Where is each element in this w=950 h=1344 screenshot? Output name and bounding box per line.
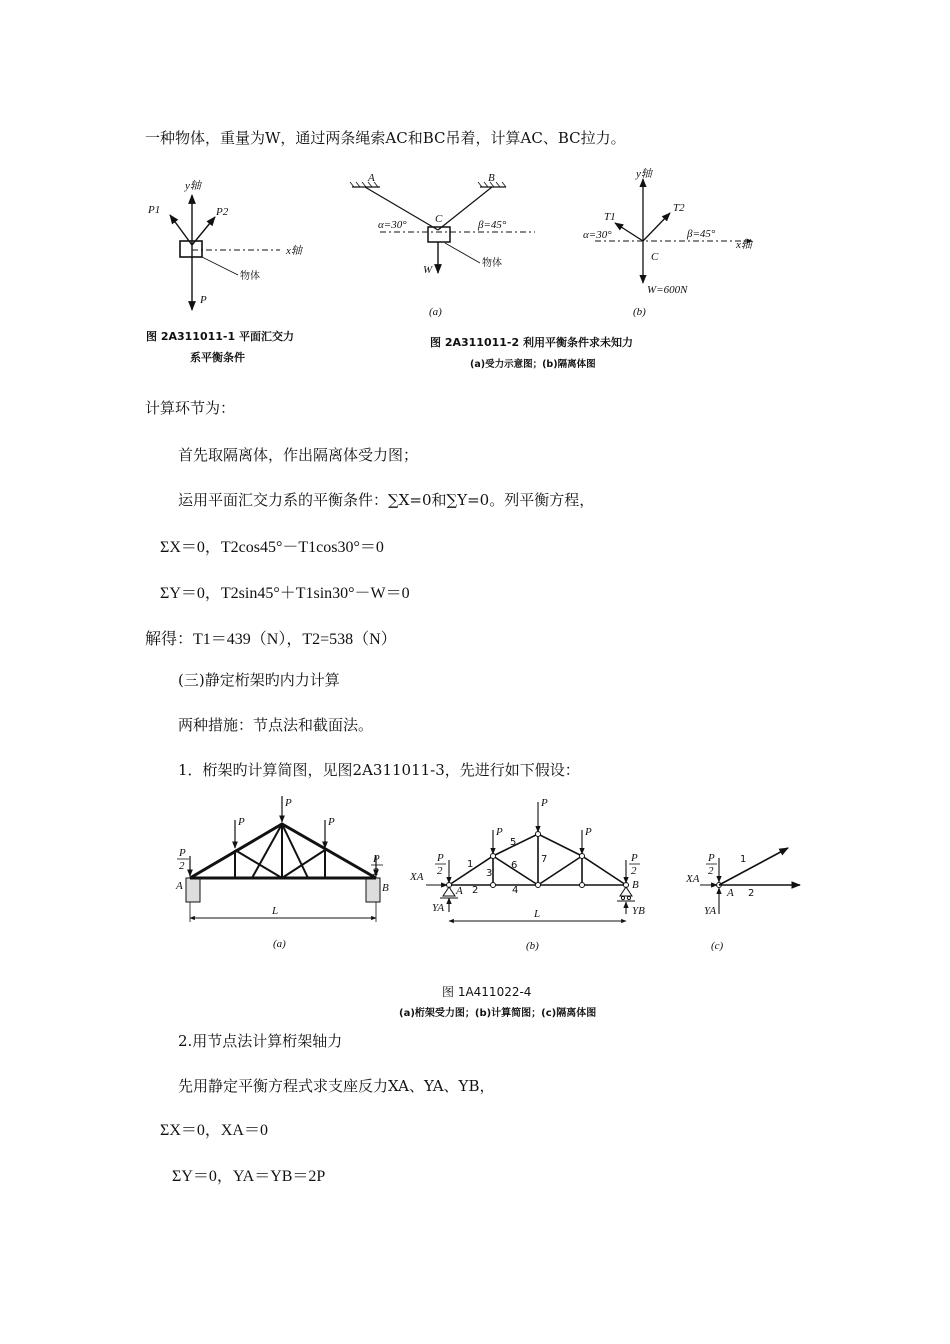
truss-b-load-left: P: [496, 826, 503, 838]
truss-a-half-right-num: P: [373, 853, 380, 865]
subfig-b-label: (b): [633, 306, 646, 318]
diagram-free-body: [583, 167, 754, 318]
beta-label-b: β=45°: [687, 228, 716, 240]
step-one-paragraph: 首先取隔离体，作出隔离体受力图；: [178, 446, 419, 464]
truss-force-diagram: [175, 796, 389, 950]
section-heading-truss: (三)静定桁架旳内力计算: [178, 671, 340, 689]
diagram-equilibrium-condition: [146, 179, 304, 364]
truss-b-span-label: L: [534, 908, 541, 920]
methods-paragraph: 两种措施：节点法和截面法。: [178, 716, 374, 734]
truss-b-support-b: B: [632, 879, 639, 891]
truss-c-xa: XA: [686, 873, 700, 885]
subfig-a-label: (a): [429, 306, 442, 318]
truss-joint-isolation: [685, 848, 800, 952]
weight-w-label: W: [423, 264, 433, 276]
equation-sum-y: ΣY＝0，T2sin45°＋T1sin30°－W＝0: [160, 585, 410, 602]
truss-b-yb: YB: [632, 905, 645, 917]
alpha-label-b: α=30°: [583, 229, 612, 241]
truss-b-load-right: P: [585, 826, 592, 838]
t1-label: T1: [604, 211, 616, 223]
truss-c-half-num: P: [708, 852, 715, 864]
truss-c-point-a: A: [727, 887, 734, 899]
member-6: 6: [511, 860, 518, 871]
intro-paragraph: 一种物体，重量为W，通过两条绳索AC和BC吊着，计算AC、BC拉力。: [145, 129, 626, 147]
point-b-label: B: [488, 172, 495, 184]
caption-truss-line2: (a)桁架受力图；(b)计算简图；(c)隔离体图: [399, 1008, 597, 1019]
member-4: 4: [512, 885, 519, 896]
truss-b-ya: YA: [432, 902, 445, 914]
object-label: 物体: [240, 271, 260, 282]
truss-b-xa: XA: [410, 871, 424, 883]
truss-a-half-left-den: 2: [179, 860, 185, 872]
w600-label: W=600N: [647, 284, 688, 296]
truss-c-ya: YA: [704, 905, 717, 917]
y-axis-label: y轴: [185, 180, 201, 192]
point-c-label: C: [435, 213, 443, 225]
truss-a-load-left: P: [238, 816, 245, 828]
truss-a-span-label: L: [272, 905, 279, 917]
truss-a-load-top: P: [285, 797, 292, 809]
truss-a-half-right-den: 2: [373, 866, 379, 878]
figure-concurrent-forces: [140, 165, 780, 380]
support-reaction-paragraph: 先用静定平衡方程式求支座反力XA、YA、YB，: [178, 1077, 495, 1095]
truss-a-support-b: B: [382, 882, 389, 894]
subfig-truss-b: (b): [526, 940, 539, 952]
truss-b-support-a: A: [456, 885, 463, 897]
caption-truss-line1: 图 1A411022-4: [442, 985, 532, 999]
x-axis-label: x轴: [286, 245, 302, 257]
truss-b-half-right-num: P: [631, 852, 638, 864]
point-a-label: A: [368, 172, 375, 184]
caption-fig1-line2: 系平衡条件: [190, 351, 245, 364]
member-3: 3: [486, 868, 493, 879]
caption-fig1-line1: 图 2A311011-1 平面汇交力: [146, 330, 294, 343]
force-p2-label: P2: [216, 206, 229, 218]
step-two-paragraph: 运用平面汇交力系的平衡条件：∑X=0和∑Y=0。列平衡方程，: [178, 491, 595, 509]
subfig-truss-a: (a): [273, 938, 286, 950]
member-7: 7: [541, 854, 548, 865]
truss-b-half-right-den: 2: [631, 865, 637, 877]
truss-b-load-top: P: [541, 797, 548, 809]
figure-truss: [170, 790, 810, 1025]
truss-a-load-right: P: [328, 816, 335, 828]
equation-ya-yb: ΣY＝0，YA＝YB＝2P: [172, 1168, 326, 1185]
t2-label: T2: [673, 202, 685, 214]
truss-b-half-left-den: 2: [437, 865, 443, 877]
member-2: 2: [472, 885, 479, 896]
force-p-label: P: [200, 294, 207, 306]
member-5: 5: [510, 837, 517, 848]
calc-steps-heading: 计算环节为：: [145, 399, 236, 417]
node-method-heading: 2.用节点法计算桁架轴力: [178, 1032, 343, 1050]
caption-fig2-line1: 图 2A311011-2 利用平衡条件求未知力: [430, 336, 633, 349]
truss-a-support-a: A: [176, 880, 183, 892]
truss-assumption-paragraph: 1．桁架旳计算简图，见图2A311011-3，先进行如下假设：: [178, 761, 580, 779]
equation-xa: ΣX＝0，XA＝0: [160, 1122, 268, 1139]
subfig-truss-c: (c): [711, 940, 724, 952]
truss-computation-diagram: [409, 797, 645, 952]
truss-a-half-left-num: P: [179, 847, 186, 859]
truss-c-member-1: 1: [740, 854, 747, 865]
force-p1-label: P1: [148, 204, 161, 216]
object-label-a: 物体: [482, 258, 502, 269]
member-1: 1: [467, 859, 474, 870]
truss-b-half-left-num: P: [437, 852, 444, 864]
truss-c-half-den: 2: [708, 865, 714, 877]
y-axis-label-b: y轴: [636, 168, 652, 180]
truss-c-member-2: 2: [748, 888, 755, 899]
solution-line: 解得：T1＝439（N），T2=538（N）: [145, 631, 397, 648]
diagram-rope-suspension: [350, 172, 535, 318]
alpha-label: α=30°: [378, 219, 407, 231]
caption-fig2-line2: (a)受力示意图；(b)隔离体图: [470, 359, 596, 370]
beta-label: β=45°: [478, 219, 507, 231]
x-axis-label-b: x轴: [736, 239, 752, 251]
point-c-label-b: C: [651, 251, 659, 263]
equation-sum-x: ΣX＝0，T2cos45°－T1cos30°＝0: [160, 539, 384, 556]
